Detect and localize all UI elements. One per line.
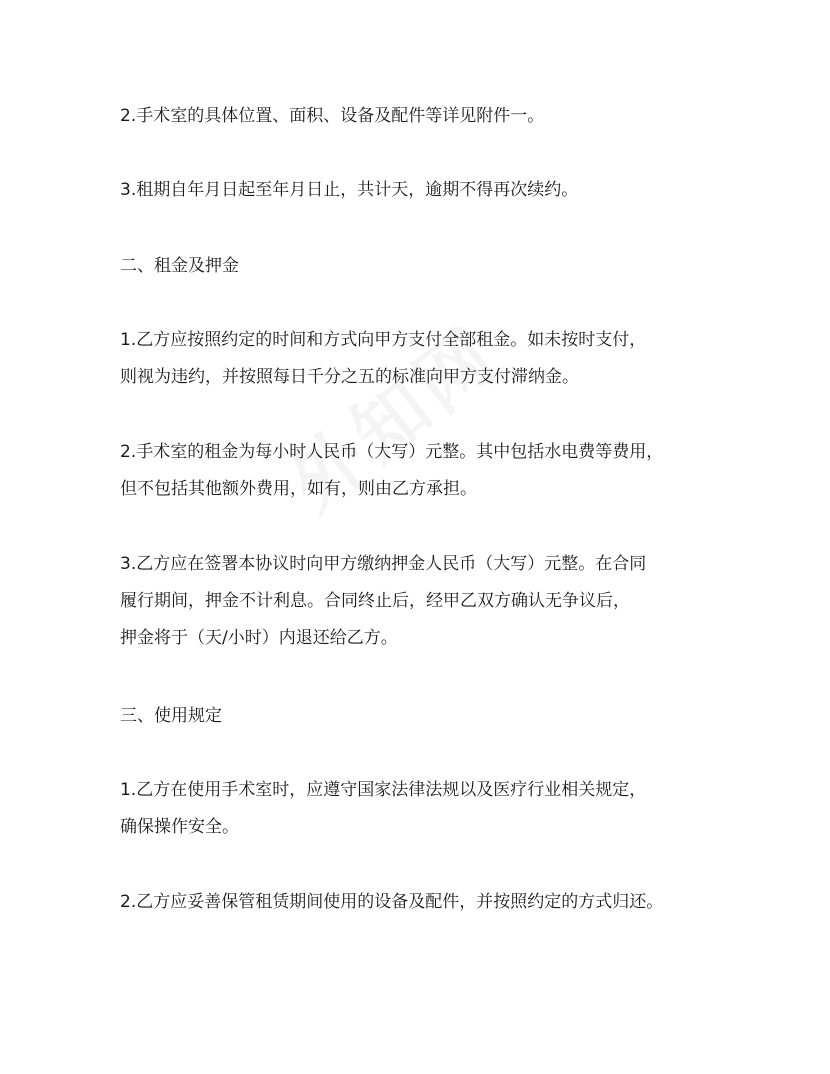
- text-line: 二、租金及押金: [120, 256, 239, 276]
- paragraph-equipment-care: [120, 884, 740, 921]
- paragraph-deposit: [120, 546, 740, 657]
- text-line: 2.乙方应妥善保管租赁期间使用的设备及配件，并按照约定的方式归还。: [120, 892, 664, 912]
- text-line: 三、使用规定: [120, 706, 222, 726]
- text-line: 则视为违约，并按照每日千分之五的标准向甲方支付滞纳金。: [120, 367, 579, 387]
- text-line: 1.乙方在使用手术室时，应遵守国家法律法规以及医疗行业相关规定，: [120, 780, 647, 800]
- paragraph-lease-term: [120, 172, 740, 209]
- text-line: 3.乙方应在签署本协议时向甲方缴纳押金人民币（大写）元整。在合同: [120, 554, 647, 574]
- paragraph-rent-payment: [120, 322, 740, 396]
- text-line: 押金将于（天/小时）内退还给乙方。: [120, 628, 398, 648]
- section-heading-rent-deposit: [120, 248, 740, 285]
- paragraph-location-details: [120, 98, 740, 135]
- text-line: 但不包括其他额外费用，如有，则由乙方承担。: [120, 479, 477, 499]
- text-line: 2.手术室的具体位置、面积、设备及配件等详见附件一。: [120, 106, 545, 126]
- paragraph-rent-amount: [120, 434, 740, 508]
- text-line: 3.租期自年月日起至年月日止，共计天，逾期不得再次续约。: [120, 180, 579, 200]
- text-line: 2.手术室的租金为每小时人民币（大写）元整。其中包括水电费等费用，: [120, 442, 664, 462]
- paragraph-compliance: [120, 772, 740, 846]
- text-line: 履行期间，押金不计利息。合同终止后，经甲乙双方确认无争议后，: [120, 591, 630, 611]
- text-line: 确保操作安全。: [120, 817, 239, 837]
- section-heading-usage-rules: [120, 698, 740, 735]
- text-line: 1.乙方应按照约定的时间和方式向甲方支付全部租金。如未按时支付，: [120, 330, 647, 350]
